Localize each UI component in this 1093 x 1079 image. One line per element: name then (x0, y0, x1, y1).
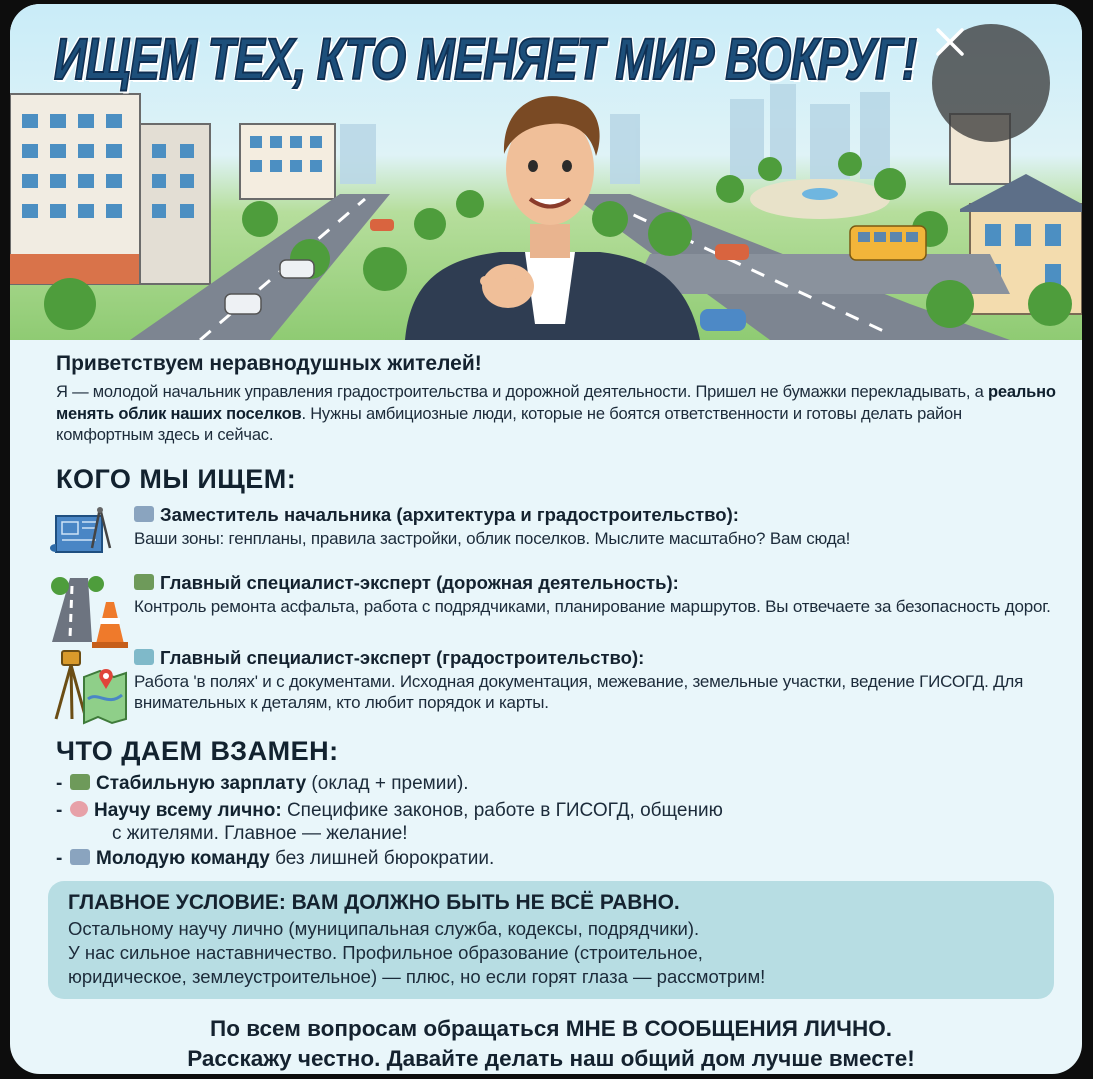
intro-text: Я — молодой начальник управления градостроительства и дорожной деятельности. Пришел не бумажки перекладывать, а (56, 383, 989, 401)
benefit-text: без лишней бюрократии. (269, 848, 495, 869)
job-item (48, 647, 1058, 737)
job-title (134, 647, 644, 669)
greeting-title: Приветствуем неравнодушных жителей! (56, 352, 482, 375)
main-condition-box (48, 881, 1054, 999)
job-poster (10, 4, 1082, 1074)
intro-bold-text: реально менять облик наших поселков (56, 383, 1056, 423)
job-description: Ваши зоны: генпланы, правила застройки, облик поселков. Мыслите масштабно? Вам сюда! (134, 529, 851, 548)
surveying-map-icon (48, 647, 128, 727)
closing-line-1: По всем вопросам обращаться МНЕ В СООБЩЕНИЯ ЛИЧНО. (210, 1016, 892, 1041)
benefit-item: - Научу всему лично: Специфике законов, работе в ГИСОГД, общению с жителями. Главное — желание! (56, 799, 1006, 845)
closing-line-2: Расскажу честно. Давайте делать наш общий дом лучше вместе! (187, 1046, 915, 1071)
closing-message (48, 1014, 1054, 1074)
who-section-title: КОГО МЫ ИЩЕМ: (56, 464, 297, 494)
benefit-bold: Научу всему лично: (94, 800, 282, 821)
intro-paragraph (56, 382, 1056, 447)
benefit-bold: Стабильную зарплату (96, 773, 307, 794)
road-cone-icon (48, 572, 128, 652)
job-title (134, 572, 679, 594)
apartment-building-left (10, 94, 210, 284)
banner-illustration (10, 4, 1082, 340)
money-icon (70, 774, 90, 790)
condition-line: юридическое, землеустроительное) — плюс, но если горят глаза — рассмотрим! (68, 966, 766, 987)
benefit-text: Специфике законов, работе в ГИСОГД, общению (281, 800, 723, 821)
benefit-bold: Молодую команду (96, 848, 270, 869)
benefit-text: (оклад + премии). (306, 773, 469, 794)
brain-icon (70, 801, 88, 817)
job-description: Работа 'в полях' и с документами. Исходная документация, межевание, земельные участки, ведение ГИСОГД. Для внимательных к деталям, кто любит порядок и карты. (134, 672, 1024, 712)
condition-text (68, 917, 1048, 989)
benefit-continuation: с жителями. Главное — желание! (112, 823, 408, 844)
offer-section-title: ЧТО ДАЕМ ВЗАМЕН: (56, 736, 339, 766)
map-icon (134, 649, 154, 665)
condition-title: ГЛАВНОЕ УСЛОВИЕ: ВАМ ДОЛЖНО БЫТЬ НЕ ВСЁ РАВНО. (68, 891, 680, 914)
intro-text-end: . Нужны амбициозные люди, которые не боятся ответственности и готовы делать район комфортным здесь и сейчас. (56, 404, 962, 444)
headline: ИЩЕМ ТЕХ, КТО МЕНЯЕТ МИР ВОКРУГ! (54, 27, 917, 92)
motorway-icon (134, 574, 154, 590)
condition-line: Остальному научу лично (муниципальная служба, кодексы, подрядчики). (68, 918, 700, 939)
job-title-text: Главный специалист-эксперт (градостроительство): (160, 647, 645, 668)
benefit-item: - Молодую команду без лишней бюрократии. (56, 848, 495, 869)
condition-line: У нас сильное наставничество. Профильное образование (строительное, (68, 942, 703, 963)
close-x-icon (932, 24, 968, 60)
job-description: Контроль ремонта асфальта, работа с подрядчиками, планирование маршрутов. Вы отвечаете за безопасность дорог. (134, 597, 1051, 616)
job-title-text: Главный специалист-эксперт (дорожная деятельность): (160, 572, 679, 593)
benefit-item: - Стабильную зарплату (оклад + премии). (56, 773, 469, 794)
office-building-icon (70, 849, 90, 865)
job-title (134, 504, 739, 526)
close-button[interactable] (932, 24, 1050, 142)
job-title-text: Заместитель начальника (архитектура и градостроительство): (160, 504, 739, 525)
office-building-icon (134, 506, 154, 522)
